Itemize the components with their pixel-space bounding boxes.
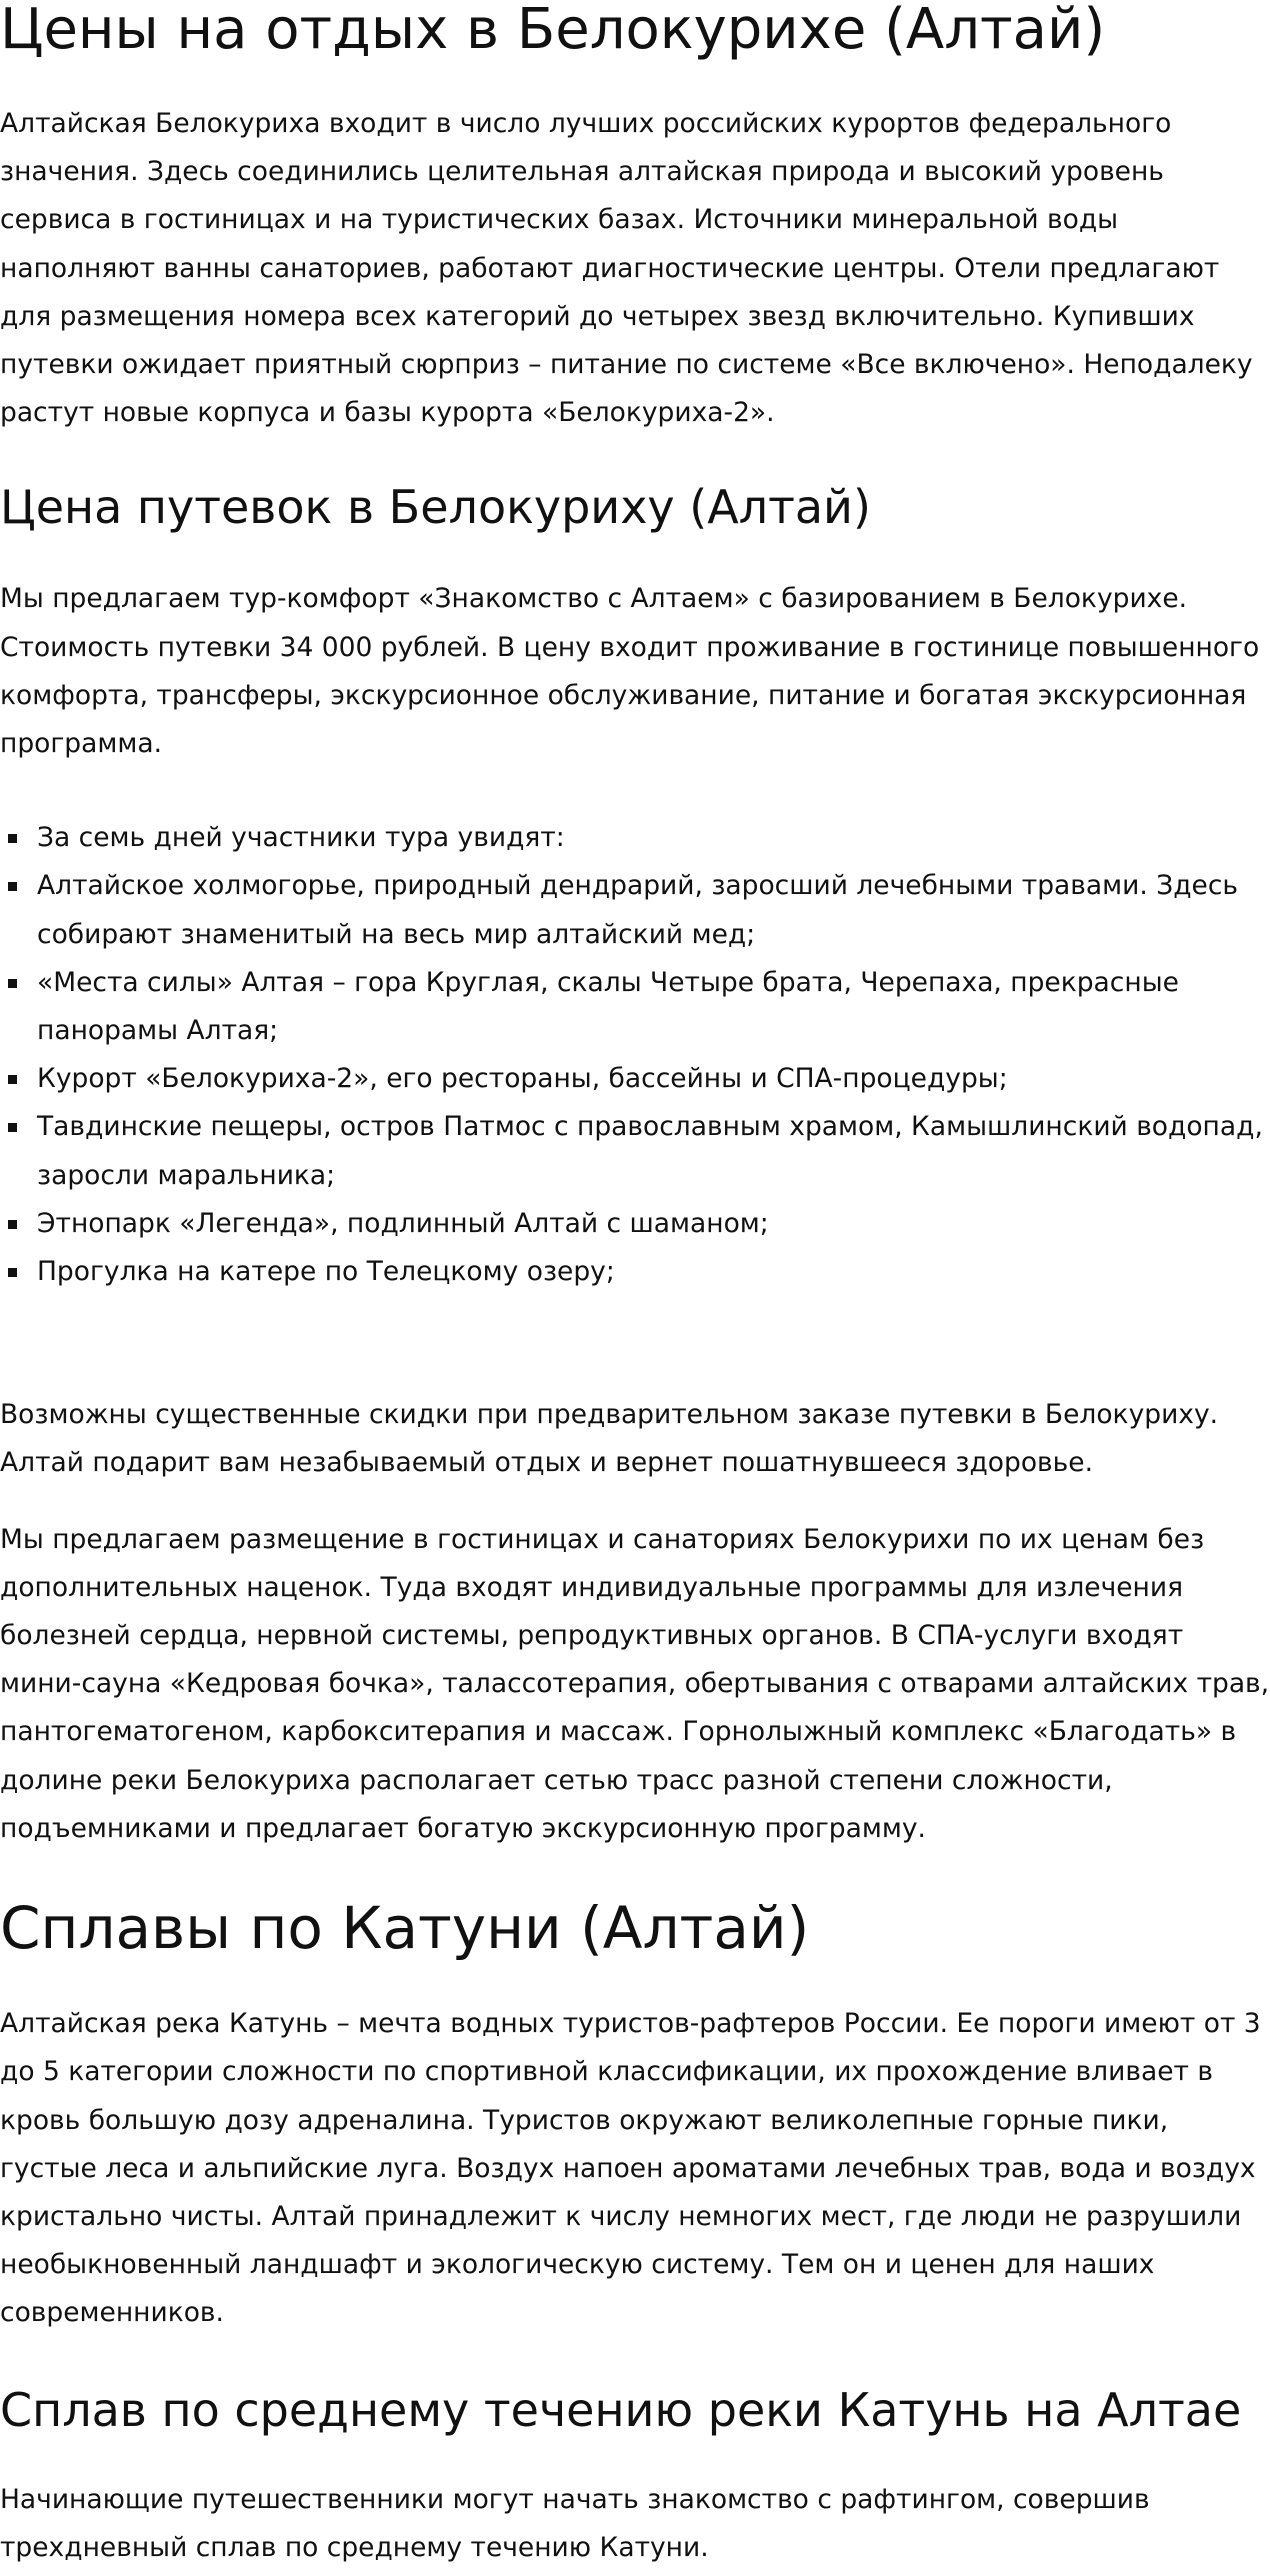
tour-prices-heading: Цена путевок в Белокуриху (Алтай) <box>0 480 871 535</box>
belokurikha-intro-paragraph: Алтайская Белокуриха входит в число лучших российских курортов федерального значения. Здесь соединились целительная алтайская природа и высокий уровень сервиса в гостиницах и на туристических базах. Источники минеральной воды наполняют ванны санаториев, работают диагностические центры. Отели предлагают для размещения номера всех категорий до четырех звезд включительно. Купивших путевки ожидает приятный сюрприз – питание по системе «Все включено». Неподалеку растут новые корпуса и базы курорта «Белокуриха-2». <box>0 108 1253 429</box>
list-item: За семь дней участники тура увидят: <box>37 814 1270 862</box>
list-item: Прогулка на катере по Телецкому озеру; <box>37 1248 1270 1296</box>
list-item: Этнопарк «Легенда», подлинный Алтай с шаманом; <box>37 1200 1270 1248</box>
tour-intro-paragraph: Мы предлагаем тур-комфорт «Знакомство с Алтаем» с базированием в Белокурихе. Стоимость путевки 34 000 рублей. В цену входит проживание в гостинице повышенного комфорта, трансферы, экскурсионное обслуживание, питание и богатая экскурсионная программа. <box>0 583 1260 760</box>
list-item: Алтайское холмогорье, природный дендрарий, заросший лечебными травами. Здесь собирают знаменитый на весь мир алтайский мед; <box>37 862 1270 958</box>
hotels-paragraph: Мы предлагаем размещение в гостиницах и санаториях Белокурихи по их ценам без дополнительных наценок. Туда входят индивидуальные программы для излечения болезней сердца, нервной системы, репродуктивных органов. В СПА-услуги входят мини-сауна «Кедровая бочка», талассотерапия, обертывания с отварами алтайских трав, пантогематогеном, карбокситерапия и массаж. Горнолыжный комплекс «Благодать» в долине реки Белокуриха располагает сетью трасс разной степени сложности, подъемниками и предлагает богатую экскурсионную программу. <box>0 1523 1270 1844</box>
katun-rafting-heading: Сплавы по Катуни (Алтай) <box>0 1894 810 1963</box>
discounts-paragraph: Возможны существенные скидки при предварительном заказе путевки в Белокуриху. Алтай подарит вам незабываемый отдых и вернет пошатнувшееся здоровье. <box>0 1399 1219 1479</box>
page-title: Цены на отдых в Белокурихе (Алтай) <box>0 0 1106 62</box>
middle-katun-heading: Сплав по среднему течению реки Катунь на Алтае <box>0 2382 1242 2437</box>
tour-highlights-list <box>0 814 1270 1296</box>
list-item: «Места силы» Алтая – гора Круглая, скалы Четыре брата, Черепаха, прекрасные панорамы Алтая; <box>37 959 1270 1055</box>
katun-paragraph: Алтайская река Катунь – мечта водных туристов-рафтеров России. Ее пороги имеют от 3 до 5 категории сложности по спортивной классификации, их прохождение вливает в кровь большую дозу адреналина. Туристов окружают великолепные горные пики, густые леса и альпийские луга. Воздух напоен ароматами лечебных трав, вода и воздух кристально чисты. Алтай принадлежит к числу немногих мест, где люди не разрушили необыкновенный ландшафт и экологическую систему. Тем он и ценен для наших современников. <box>0 2008 1261 2329</box>
list-item: Тавдинские пещеры, остров Патмос с православным храмом, Камышлинский водопад, заросли маральника; <box>37 1103 1270 1199</box>
list-item: Курорт «Белокуриха-2», его рестораны, бассейны и СПА-процедуры; <box>37 1055 1270 1103</box>
middle-katun-paragraph: Начинающие путешественники могут начать знакомство с рафтингом, совершив трехдневный сплав по среднему течению Катуни. <box>0 2483 1150 2563</box>
